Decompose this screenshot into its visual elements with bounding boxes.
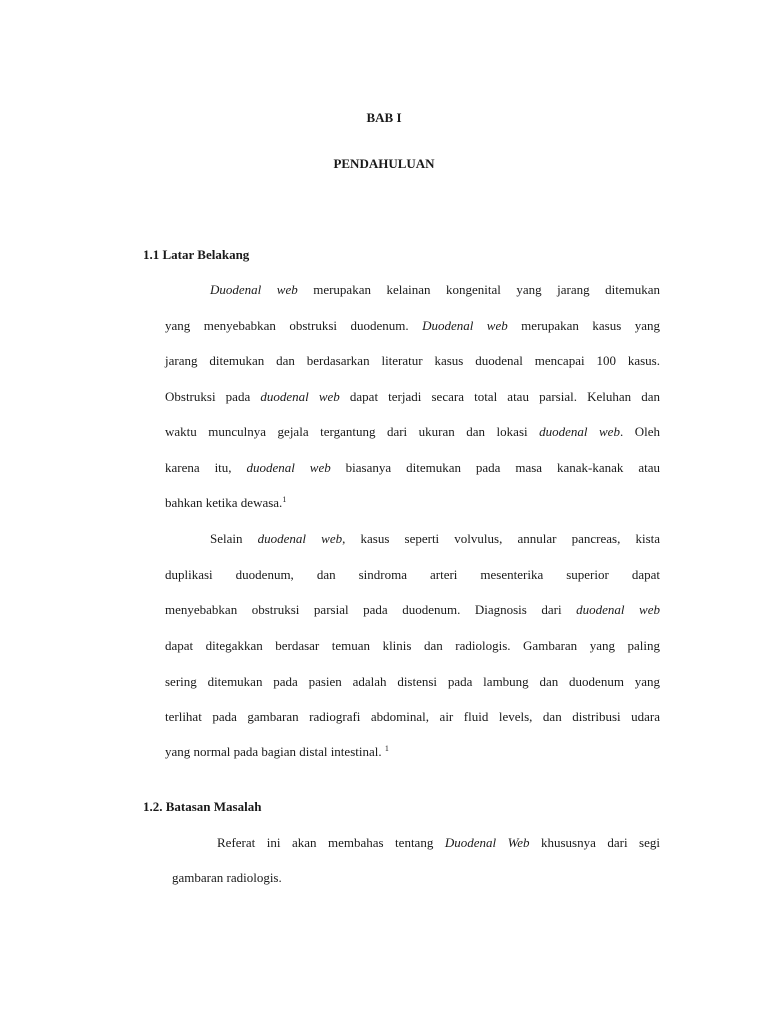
text-run: Selain: [210, 531, 258, 546]
latar-belakang-line: [165, 495, 660, 511]
italic-term: Duodenal web: [210, 282, 298, 297]
text-run: yang menyebabkan obstruksi duodenum.: [165, 318, 423, 333]
latar-belakang-line: [165, 638, 660, 654]
chapter-number: BAB I: [366, 110, 402, 125]
italic-term: Duodenal Web: [444, 835, 530, 850]
text-run: , kasus seperti volvulus, annular pancreas, kista: [342, 531, 661, 546]
latar-belakang-line: [165, 709, 660, 725]
latar-belakang-line: [165, 318, 660, 334]
latar-belakang-line: [165, 424, 660, 440]
text-run: jarang ditemukan dan berdasarkan literatur kasus duodenal mencapai 100 kasus.: [165, 353, 660, 368]
italic-term: duodenal web: [257, 531, 343, 546]
text-run: Referat ini akan membahas tentang: [217, 835, 445, 850]
latar-belakang-line: [165, 353, 660, 369]
italic-term: duodenal web: [539, 424, 620, 439]
text-run: khususnya dari segi: [529, 835, 660, 850]
text-run: karena itu,: [165, 460, 247, 475]
footnote-reference: 1: [282, 495, 287, 504]
text-run: bahkan ketika dewasa.: [165, 495, 283, 510]
text-run: sering ditemukan pada pasien adalah distensi pada lambung dan duodenum yang: [165, 674, 660, 689]
latar-belakang-line: [165, 389, 660, 405]
text-run: gambaran radiologis.: [172, 870, 282, 885]
text-run: dapat ditegakkan berdasar temuan klinis dan radiologis. Gambaran yang paling: [165, 638, 660, 653]
text-run: yang normal pada bagian distal intestinal.: [165, 744, 385, 759]
latar-belakang-line: [165, 460, 660, 476]
footnote-reference: 1: [384, 744, 389, 753]
italic-term: duodenal web: [576, 602, 660, 617]
latar-belakang-line: [165, 674, 660, 690]
latar-belakang-line: [165, 567, 660, 583]
text-run: merupakan kelainan kongenital yang jarang ditemukan: [297, 282, 660, 297]
text-run: menyebabkan obstruksi parsial pada duodenum. Diagnosis dari: [165, 602, 577, 617]
italic-term: Duodenal web: [422, 318, 508, 333]
italic-term: duodenal web: [260, 389, 340, 404]
text-run: . Oleh: [619, 424, 660, 439]
batasan-masalah-line: [172, 870, 660, 886]
text-run: terlihat pada gambaran radiografi abdominal, air fluid levels, dan distribusi udara: [165, 709, 660, 724]
latar-belakang-line: [210, 282, 660, 298]
latar-belakang-line: [210, 531, 660, 547]
text-run: duplikasi duodenum, dan sindroma arteri mesenterika superior dapat: [165, 567, 660, 582]
batasan-masalah-line: [217, 835, 660, 851]
section-heading-batasan-masalah: 1.2. Batasan Masalah: [143, 799, 262, 814]
text-run: dapat terjadi secara total atau parsial. Keluhan dan: [339, 389, 661, 404]
section-heading-latar-belakang: 1.1 Latar Belakang: [143, 247, 250, 262]
text-run: waktu munculnya gejala tergantung dari ukuran dan lokasi: [165, 424, 540, 439]
text-run: merupakan kasus yang: [507, 318, 660, 333]
latar-belakang-line: [165, 744, 660, 760]
text-run: biasanya ditemukan pada masa kanak-kanak atau: [330, 460, 661, 475]
text-run: Obstruksi pada: [165, 389, 261, 404]
chapter-title: PENDAHULUAN: [333, 156, 435, 171]
italic-term: duodenal web: [246, 460, 331, 475]
latar-belakang-line: [165, 602, 660, 618]
